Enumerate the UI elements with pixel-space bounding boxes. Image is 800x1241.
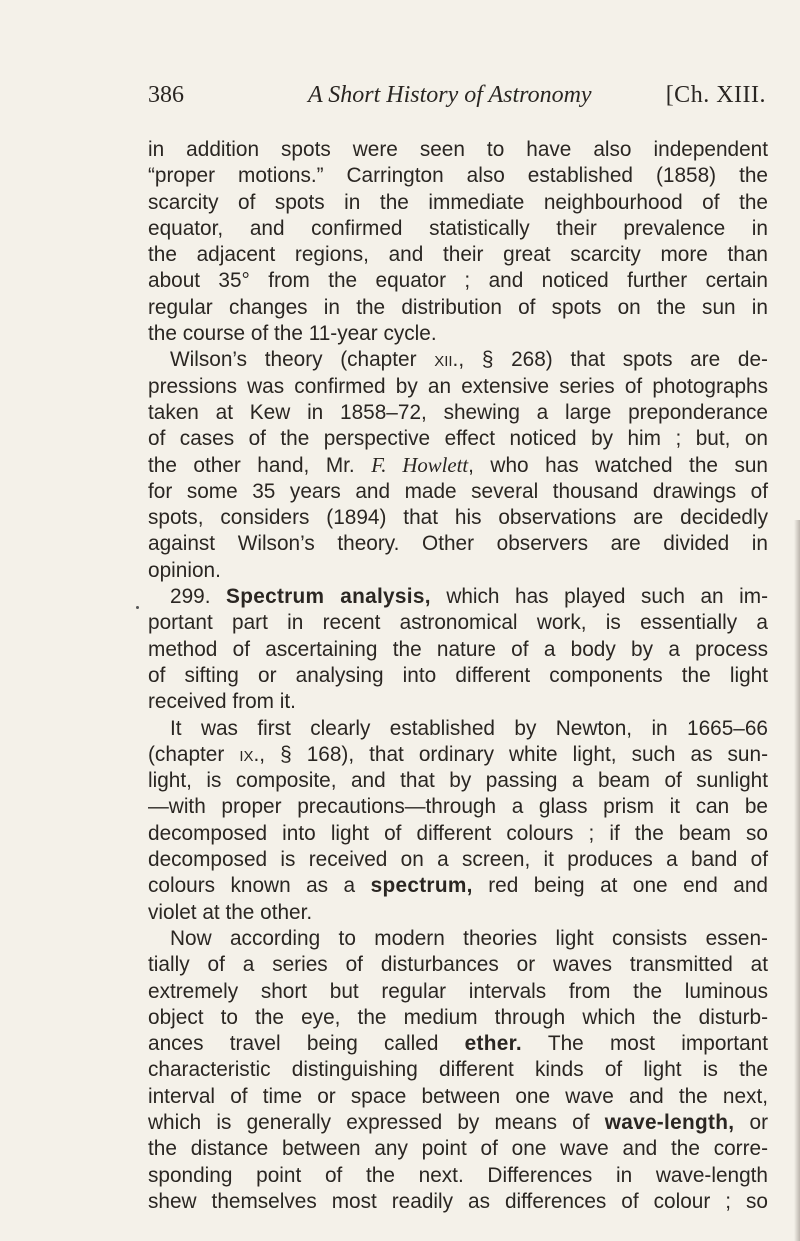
print-speck: [136, 606, 139, 609]
text-segment: (chapter: [148, 742, 240, 766]
chapter-ref: ix.: [239, 742, 260, 766]
bold-term: spectrum,: [370, 874, 473, 898]
text-segment: pressions was confirmed by an extensive series of photographs: [148, 374, 768, 398]
text-line: [148, 689, 768, 715]
text-segment: or: [734, 1110, 768, 1134]
text-segment: Now according to modern theories light consists essen-: [170, 926, 768, 950]
text-line: [148, 190, 768, 216]
text-segment: equator, and confirmed statistically their prevalence in: [148, 216, 768, 240]
text-segment: It was first clearly established by Newton, in 1665–66: [170, 716, 768, 740]
text-line: [148, 531, 768, 557]
text-line: [148, 216, 768, 242]
text-segment: received from it.: [148, 690, 296, 714]
text-line: [148, 873, 768, 899]
text-line: [148, 295, 768, 321]
text-segment: sponding point of the next. Differences in wave-length: [148, 1163, 768, 1187]
text-segment: of cases of the perspective effect noticed by him ; but, on: [148, 427, 768, 451]
text-line: [148, 1057, 768, 1083]
text-line: [148, 979, 768, 1005]
text-segment: , who has watched the sun: [468, 453, 768, 477]
text-line: [148, 637, 768, 663]
text-segment: object to the eye, the medium through which the disturb-: [148, 1005, 768, 1029]
text-line: [148, 900, 768, 926]
text-segment: portant part in recent astronomical work, is essentially a: [148, 611, 768, 635]
text-segment: , § 168), that ordinary white light, such as sun-: [259, 742, 768, 766]
text-segment: violet at the other.: [148, 900, 313, 924]
text-segment: decomposed into light of different colours ; if the beam so: [148, 821, 768, 845]
text-line: [148, 663, 768, 689]
text-line: [148, 1005, 768, 1031]
text-segment: colours known as a: [148, 874, 371, 898]
text-line: [148, 584, 768, 610]
text-line: [148, 1084, 768, 1110]
text-line: [148, 505, 768, 531]
text-line: [148, 821, 768, 847]
text-segment: the adjacent regions, and their great scarcity more than: [148, 243, 768, 267]
text-segment: spots, considers (1894) that his observations are decidedly: [148, 506, 768, 530]
page-number: 386: [148, 82, 184, 108]
text-line: [148, 268, 768, 294]
text-segment: which is generally expressed by means of: [148, 1110, 605, 1134]
text-segment: opinion.: [148, 558, 221, 582]
text-line: [148, 163, 768, 189]
bold-term: ether.: [464, 1032, 522, 1056]
text-line: [148, 742, 768, 768]
text-segment: of sifting or analysing into different components the light: [148, 663, 768, 687]
text-segment: taken at Kew in 1858–72, shewing a large preponderance: [148, 400, 768, 424]
text-line: [148, 1163, 768, 1189]
text-segment: decomposed is received on a screen, it produces a band of: [148, 848, 768, 872]
text-segment: shew themselves most readily as differences of colour ; so: [148, 1189, 768, 1213]
text-segment: the other hand, Mr.: [148, 453, 372, 477]
italic-name: F. Howlett: [371, 453, 469, 477]
text-line: [148, 1189, 768, 1215]
text-segment: method of ascertaining the nature of a body by a process: [148, 637, 768, 661]
text-segment: the course of the 11-year cycle.: [148, 322, 437, 346]
text-line: [148, 137, 768, 163]
page-edge-shadow: [794, 520, 800, 1241]
text-line: [148, 768, 768, 794]
text-segment: “proper motions.” Carrington also established (1858) the: [148, 164, 768, 188]
text-segment: light, is composite, and that by passing a beam of sunlight: [148, 769, 768, 793]
text-segment: —with proper precautions—through a glass prism it can be: [148, 795, 768, 819]
text-line: [148, 716, 768, 742]
text-line: [148, 1136, 768, 1162]
text-line: [148, 426, 768, 452]
text-segment: Wilson’s theory (chapter: [170, 348, 435, 372]
text-line: [148, 610, 768, 636]
running-header: [148, 82, 770, 116]
text-line: [148, 400, 768, 426]
text-segment: interval of time or space between one wave and the next,: [148, 1084, 768, 1108]
text-segment: against Wilson’s theory. Other observers are divided in: [148, 532, 768, 556]
text-line: [148, 347, 768, 373]
text-line: [148, 374, 768, 400]
chapter-ref: xii.: [434, 348, 459, 372]
text-line: [148, 1110, 768, 1136]
text-segment: red being at one end and: [472, 874, 768, 898]
text-line: [148, 794, 768, 820]
text-line: [148, 558, 768, 584]
bold-term: Spectrum analysis,: [226, 585, 431, 609]
text-segment: for some 35 years and made several thousand drawings of: [148, 479, 768, 503]
text-segment: , § 268) that spots are de-: [458, 348, 768, 372]
text-segment: scarcity of spots in the immediate neighbourhood of the: [148, 190, 768, 214]
text-segment: extremely short but regular intervals from the luminous: [148, 979, 768, 1003]
text-line: [148, 479, 768, 505]
text-line: [148, 242, 768, 268]
text-segment: tially of a series of disturbances or waves transmitted at: [148, 953, 768, 977]
body-text: [148, 137, 768, 1215]
text-segment: characteristic distinguishing different kinds of light is the: [148, 1058, 768, 1082]
text-line: [148, 847, 768, 873]
text-segment: ances travel being called: [148, 1032, 465, 1056]
text-line: [148, 321, 768, 347]
text-line: [148, 926, 768, 952]
text-segment: which has played such an im-: [430, 585, 768, 609]
text-line: [148, 453, 768, 479]
text-segment: 299.: [170, 585, 227, 609]
text-segment: regular changes in the distribution of spots on the sun in: [148, 295, 768, 319]
text-segment: in addition spots were seen to have also independent: [148, 138, 768, 161]
chapter-label: [Ch. XIII.: [665, 82, 766, 108]
text-segment: The most important: [521, 1032, 769, 1056]
text-line: [148, 952, 768, 978]
text-segment: the distance between any point of one wave and the corre-: [148, 1137, 768, 1161]
text-line: [148, 1031, 768, 1057]
text-segment: about 35° from the equator ; and noticed further certain: [148, 269, 768, 293]
bold-term: wave-length,: [604, 1110, 735, 1134]
running-title: A Short History of Astronomy: [308, 82, 592, 108]
